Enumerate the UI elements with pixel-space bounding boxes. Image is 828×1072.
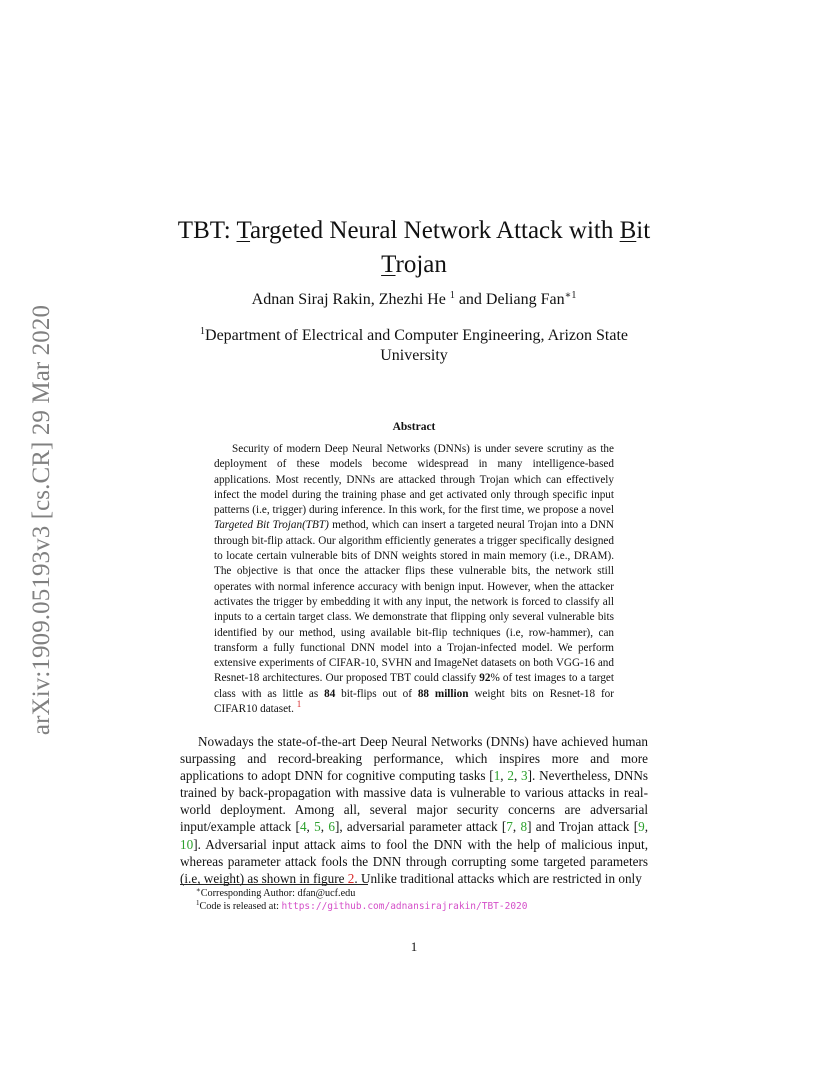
abstract-bold-84: 84 [324, 687, 336, 700]
affiliation-mark: 1 [200, 326, 206, 337]
intro-paragraph: Nowadays the state-of-the-art Deep Neural Networks (DNNs) have achieved human surpassing and record-breaking performance, which inspires more and more applications to adopt DNN for cognitive computing tasks [1, 2, 3]. Nevertheless, DNNs trained by back-propagation with massive data is vulnerable to various attacks in real-world deployment. Among all, several major security concerns are adversarial input/example attack [4, 5, 6], adversarial parameter attack [7, 8] and Trojan attack [9, 10]. Adversarial input attack aims to fool the DNN with the help of malicious input, whereas parameter attack fools the DNN through corrupting some targeted parameters (i.e, weight) as shown in figure 2. Unlike traditional attacks which are restricted in only [180, 734, 648, 886]
footnote-code-release [180, 900, 648, 913]
citation-link-5[interactable]: 5 [314, 819, 321, 835]
abstract-text-4: bit-flips out of [335, 687, 418, 700]
title-underlined-t2: T [381, 251, 396, 278]
footnote-mark-1: ∗ [196, 886, 201, 894]
abstract-text-5: weight bits on Resnet-18 for CIFAR10 dataset. [214, 687, 614, 716]
citation-link-10[interactable]: 10 [180, 836, 194, 852]
affiliation-text: Department of Electrical and Computer Engineering, Arizon State University [205, 327, 628, 364]
abstract-heading: Abstract [392, 421, 436, 433]
title-underlined-t: T [236, 217, 251, 244]
figure-reference-link[interactable]: 2 [347, 870, 355, 886]
intro-text-1: Nowadays the state-of-the-art Deep Neural Networks (DNNs) have achieved human surpassing and record-breaking performance, which inspires more and more applications to adopt DNN for cognitive computing tasks [ [180, 734, 648, 784]
authors-names-1: Adnan Siraj Rakin, Zhezhi He [251, 291, 450, 308]
footnotes [180, 887, 648, 913]
author-affil-mark-2: ∗1 [564, 290, 577, 301]
footnote-mark-2: 1 [196, 899, 200, 907]
title-underlined-b: B [619, 217, 637, 244]
page-number: 1 [410, 939, 418, 954]
title-part-1: TBT: [177, 217, 237, 244]
abstract-bold-88m: 88 million [417, 687, 469, 700]
arxiv-identifier-stamp [24, 282, 60, 758]
citation-link-8[interactable]: 8 [520, 819, 528, 835]
abstract-body [214, 442, 614, 717]
authors-names-2: and Deliang Fan [454, 291, 565, 308]
citation-link-6[interactable]: 6 [328, 819, 335, 835]
abstract-text-2: method, which can insert a targeted neural Trojan into a DNN through bit-flip attack. Our algorithm efficiently generates a trigger specifically designed to locate certain vulnerable bits of DNN weights stored in main memory (i.e., DRAM). The objective is that once the attacker flips these vulnerable bits, the network still operates with normal inference accuracy with benign input. However, when the attacker activates the trigger by embedding it with any input, the network is forced to classify all inputs to a certain target class. We demonstrate that flipping only several vulnerable bits identified by our method, using available bit-flip techniques (i.e, row-hammer), can transform a fully functional DNN model into a Trojan-infected model. We perform extensive experiments of CIFAR-10, SVHN and ImageNet datasets on both VGG-16 and Resnet-18 architectures. Our proposed TBT could classify [214, 519, 614, 685]
citation-link-9[interactable]: 9 [638, 819, 645, 835]
citation-link-1[interactable]: 1 [493, 768, 501, 784]
abstract-bold-92: 92 [479, 672, 491, 685]
abstract-text-3: % of test images to a target class with as little as [214, 672, 614, 700]
footnote-text-1: Corresponding Author: dfan@ucf.edu [200, 888, 356, 899]
intro-text-6: . Unlike traditional attacks which are restricted in only [354, 870, 642, 886]
author-affil-mark-1: 1 [449, 290, 455, 301]
abstract-text-1: Security of modern Deep Neural Networks (DNNs) is under severe scrutiny as the deployment of these models become widespread in many intelligence-based applications. Most recently, DNNs are attacked through Trojan which can effectively infect the model during the training phase and get activated only through specific input patterns (i.e, trigger) during inference. In this work, for the first time, we propose a novel [214, 443, 614, 517]
citation-link-7[interactable]: 7 [506, 819, 513, 835]
citation-link-3[interactable]: 3 [521, 768, 528, 784]
author-list [140, 290, 688, 310]
intro-text-2: ]. Nevertheless, DNNs trained by back-propagation with massive data is vulnerable to various attacks in real-world deployment. Among all, several major security concerns are adversarial input/example attack [ [180, 768, 648, 835]
intro-text-3: ], adversarial parameter attack [ [334, 819, 507, 835]
footnote-divider [180, 884, 368, 885]
title-part-4: rojan [395, 251, 447, 278]
footnote-text-2: Code is released at: [199, 901, 282, 912]
title-part-2: argeted Neural Network Attack with [250, 217, 620, 244]
title-part-3: it [636, 217, 651, 244]
intro-text-5: ]. Adversarial input attack aims to fool the DNN with the help of malicious input, whereas parameter attack fools the DNN through corrupting some targeted parameters (i.e, weight) as shown in figure [180, 836, 648, 886]
affiliation [180, 326, 648, 366]
arxiv-identifier-text: arXiv:1909.05193v3 [cs.CR] 29 Mar 2020 [28, 304, 55, 736]
abstract-paragraph [214, 442, 614, 717]
code-repository-link[interactable]: https://github.com/adnansirajrakin/TBT-2020 [281, 901, 528, 912]
footnote-corresponding-author [180, 887, 648, 900]
intro-text-4: ] and Trojan attack [ [527, 819, 639, 835]
paper-title [140, 214, 688, 282]
abstract-footnote-link[interactable]: 1 [296, 699, 302, 710]
abstract-method-name: Targeted Bit Trojan(TBT) [214, 519, 329, 532]
citation-link-4[interactable]: 4 [299, 819, 307, 835]
introduction-body [180, 733, 648, 887]
citation-link-2[interactable]: 2 [507, 768, 514, 784]
